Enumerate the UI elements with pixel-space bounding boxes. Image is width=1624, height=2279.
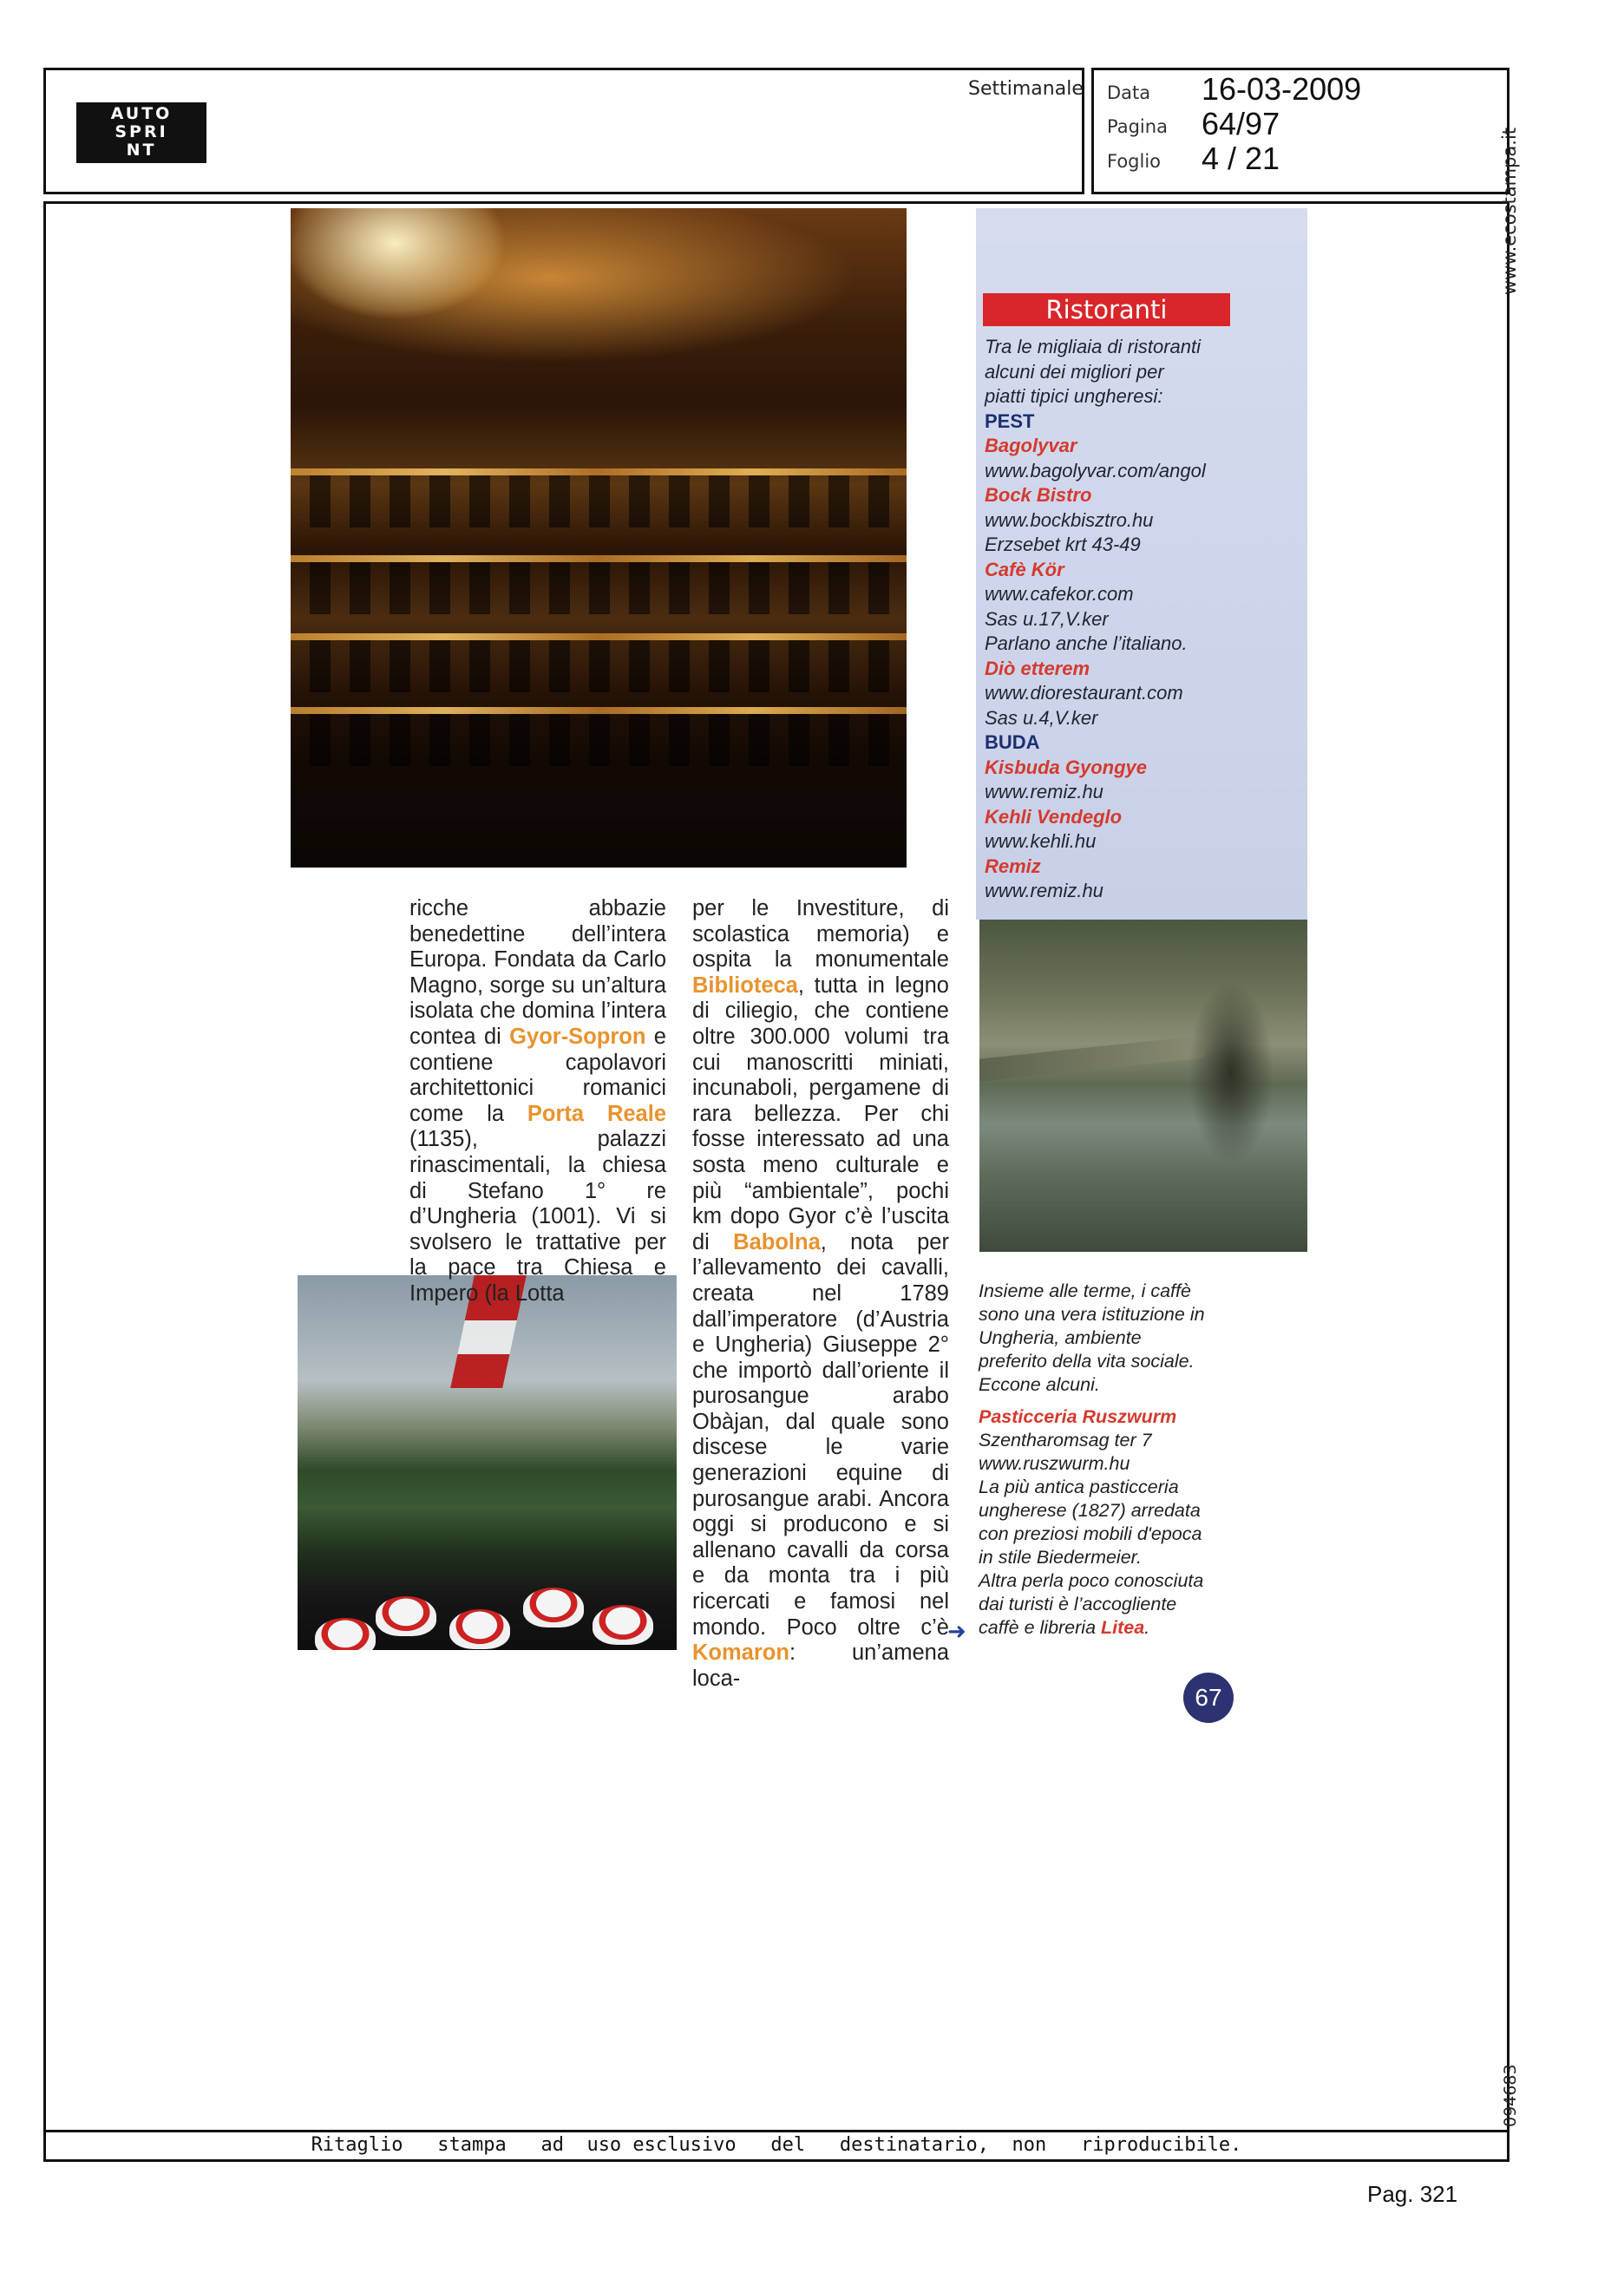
restaurant-name: Cafè Kör [985,558,1064,580]
cafes-caption: Insieme alle terme, i caffè sono una vera istituzione in Ungheria, ambiente preferito della vita sociale. Eccone alcuni. Pasticceria Ruszwurm Szentharomsag ter 7 www.ruszwurm.hu La più antica pasticceria ungherese (1827) arredata con preziosi mobili d'epoca in stile Biedermeier. Altra perla poco conosciuta dai turisti è l’accogliente caffè e libreria Litea. [979,1280,1291,1640]
cafe-name: Litea [1101,1617,1145,1638]
restaurant-url: www.bagolyvar.com/angol [985,459,1206,481]
article-column-1: ricche abbazie benedettine dell’intera Europa. Fondata da Carlo Magno, sorge su un’altura isolata che domina l’intera contea di Gyor-Sopron e contiene capolavori architettonici romanici come la Porta Reale (1135), palazzi rinascimentali, la chiesa di Stefano 1° re d’Ungheria (1001). Vi si svolsero le trattative per la pace tra Chiesa e Impero (la Lotta [409,896,667,1306]
cafe-name: Pasticceria Ruszwurm [979,1406,1177,1427]
meta-value-pagina: 64/97 [1202,106,1280,141]
footer-notice: Ritaglio stampa ad uso esclusivo del destinatario, non riproducibile. [311,2134,1242,2156]
meta-value-foglio: 4 / 21 [1202,141,1280,176]
side-url: www.ecostampa.it [1499,127,1520,295]
continue-arrow-icon: ➜ [947,1619,966,1645]
restaurant-name: Remiz [985,855,1041,877]
autosprint-logo: AUTO SPRI NT [76,102,206,163]
restaurant-note: Parlano anche l’italiano. [985,632,1188,654]
article-column-2: per le Investiture, di scolastica memoria) e ospita la monumentale Biblioteca, tutta in legno di ciliegio, che contiene oltre 300.000 volumi tra cui manoscritti miniati, incunaboli, pergamene di rara bellezza. Per chi fosse interessato ad una sosta meno culturale e più “ambientale”, pochi km dopo Gyor c’è l’uscita di Babolna, nota per l’allevamento dei cavalli, creata nel 1789 dall’imperatore (d’Austria e Ungheria) Giuseppe 2° che importò dall’oriente il purosangue arabo Obàjan, dal quale sono discese le varie generazioni equine di purosangue arabi. Ancora oggi si producono e si allenano cavalli da corsa e da monta tra i più ricercati e famosi nel mondo. Poco oltre c’è Komaron: un’amena loca- [692,896,949,1691]
place-highlight: Gyor-Sopron [509,1024,646,1049]
restaurant-address: Sas u.4,V.ker [985,706,1098,729]
restaurant-url: www.cafekor.com [985,583,1134,605]
restaurants-title: Ristoranti [983,293,1230,326]
magazine-page-number: 67 [1183,1673,1234,1723]
restaurant-name: Diò etterem [985,657,1090,679]
cafe-url: www.ruszwurm.hu [979,1453,1130,1474]
place-highlight: Biblioteca [692,973,798,998]
frequency-label: Settimanale [968,78,1084,100]
meta-label-pagina: Pagina [1107,116,1168,137]
section-pest: PEST [985,409,1035,432]
page-label: Pag. 321 [1367,2181,1458,2207]
restaurant-address: Erzsebet krt 43-49 [985,534,1141,555]
meta-label-data: Data [1107,82,1151,103]
cafe-address: Szentharomsag ter 7 [979,1430,1152,1451]
restaurant-name: Bagolyvar [985,435,1077,456]
restaurant-name: Kehli Vendeglo [985,805,1123,828]
restaurants-list: Tra le migliaia di ristoranti alcuni dei migliori per piatti tipici ungheresi: PEST Bagolyvar www.bagolyvar.com/angol Bock Bistro www.bockbisztro.hu Erzsebet krt 43-49 Cafè Kör www.cafekor.com Sas u.17,V.ker Parlano anche l’italiano. Diò etterem www.diorestaurant.com Sas u.4,V.ker BUDA Kisbuda Gyongye www.remiz.hu Kehli Vendeglo www.kehli.hu Remiz www.remiz.hu [985,335,1306,904]
side-code: 094683 [1501,2064,1520,2127]
opera-house-photo [291,208,907,868]
place-highlight: Porta Reale [527,1101,667,1126]
restaurant-url: www.kehli.hu [985,830,1097,852]
place-highlight: Komaron [692,1640,789,1666]
meta-label-foglio: Foglio [1107,151,1162,172]
restaurant-url: www.diorestaurant.com [985,682,1183,704]
restaurant-name: Bock Bistro [985,484,1092,506]
section-buda: BUDA [985,731,1040,753]
restaurant-url: www.remiz.hu [985,880,1103,901]
restaurant-address: Sas u.17,V.ker [985,607,1109,630]
bridge-statue-photo [979,917,1307,1252]
meta-value-data: 16-03-2009 [1202,71,1362,107]
restaurant-url: www.bockbisztro.hu [985,508,1154,531]
restaurant-url: www.remiz.hu [985,781,1103,802]
place-highlight: Babolna [733,1229,821,1254]
restaurant-name: Kisbuda Gyongye [985,756,1148,778]
race-crowd-photo [298,1275,677,1650]
